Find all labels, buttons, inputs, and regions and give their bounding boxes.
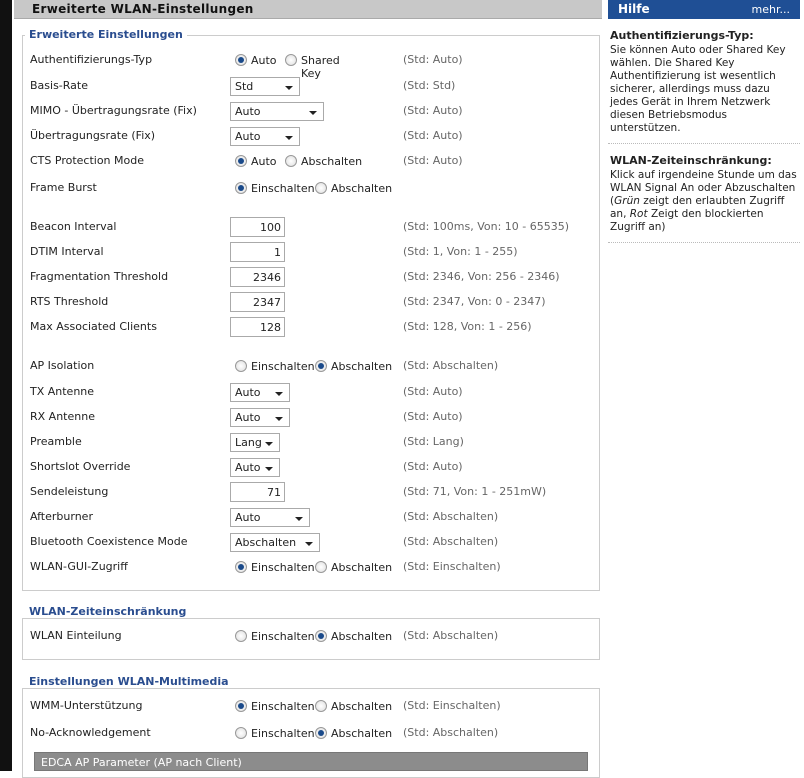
left-frame-edge bbox=[0, 0, 12, 771]
row-ap-isolation bbox=[30, 356, 590, 376]
row-rx-antenne bbox=[30, 407, 590, 427]
row-shortslot-override bbox=[30, 457, 590, 477]
default-hint: (Std: 2346, Von: 256 - 2346) bbox=[403, 270, 560, 283]
default-hint: (Std: Auto) bbox=[403, 410, 463, 423]
field-label: Frame Burst bbox=[30, 181, 97, 194]
default-hint: (Std: Abschalten) bbox=[403, 629, 499, 642]
field-label: AP Isolation bbox=[30, 359, 95, 372]
radio-label[interactable]: Abschalten bbox=[331, 727, 393, 740]
radio-einschalten[interactable] bbox=[235, 561, 247, 573]
field-label: Übertragungsrate (Fix) bbox=[30, 129, 156, 142]
select-value: Auto bbox=[235, 386, 261, 399]
help-auth-text: Sie können Auto oder Shared Key wählen. Die Shared Key Authentifizierung ist wesentlich sicherer, allerdings muss dazu jedes Gerät in Ihrem Netzwerk diesen Betriebsmodus unterstützen. bbox=[610, 44, 786, 134]
radio-auto[interactable] bbox=[235, 54, 247, 66]
default-hint: (Std: 1, Von: 1 - 255) bbox=[403, 245, 518, 258]
field-label: Authentifizierungs-Typ bbox=[30, 53, 153, 66]
default-hint: (Std: Auto) bbox=[403, 385, 463, 398]
help-time-restriction bbox=[608, 144, 800, 243]
chevron-down-icon bbox=[275, 392, 283, 396]
radio-abschalten[interactable] bbox=[315, 727, 327, 739]
field-label: Shortslot Override bbox=[30, 460, 131, 473]
select-tx-antenne[interactable] bbox=[230, 383, 290, 402]
radio-label[interactable]: Einschalten bbox=[251, 630, 315, 643]
radio-label[interactable]: Einschalten bbox=[251, 727, 315, 740]
chevron-down-icon bbox=[265, 442, 273, 446]
help-text-part: Zeigt den blockierten Zugriff an) bbox=[610, 208, 764, 233]
radio-label[interactable]: Auto bbox=[251, 54, 277, 67]
radio-abschalten[interactable] bbox=[315, 700, 327, 712]
help-more-link[interactable]: mehr... bbox=[751, 3, 790, 16]
default-hint: (Std: 2347, Von: 0 - 2347) bbox=[403, 295, 546, 308]
select-afterburner[interactable] bbox=[230, 508, 310, 527]
help-header bbox=[608, 0, 800, 19]
help-panel bbox=[608, 0, 800, 243]
radio-label[interactable]: Einschalten bbox=[251, 360, 315, 373]
default-hint: (Std: Std) bbox=[403, 79, 456, 92]
radio-label[interactable]: Einschalten bbox=[251, 561, 315, 574]
radio-einschalten[interactable] bbox=[235, 727, 247, 739]
default-hint: (Std: Abschalten) bbox=[403, 535, 499, 548]
radio-label[interactable]: Abschalten bbox=[301, 155, 363, 168]
radio-label[interactable]: Abschalten bbox=[331, 630, 393, 643]
default-hint: (Std: 128, Von: 1 - 256) bbox=[403, 320, 532, 333]
help-time-text bbox=[610, 169, 798, 234]
row-wmm-unterst-tzung bbox=[30, 696, 590, 716]
select-bluetooth-coexistence-mode[interactable] bbox=[230, 533, 320, 552]
legend-advanced: Erweiterte Einstellungen bbox=[25, 28, 187, 41]
row-frame-burst bbox=[30, 178, 590, 198]
radio-abschalten[interactable] bbox=[315, 360, 327, 372]
help-green: Grün bbox=[614, 195, 640, 207]
default-hint: (Std: Auto) bbox=[403, 460, 463, 473]
select-mimo-bertragungsrate-fix[interactable] bbox=[230, 102, 324, 121]
chevron-down-icon bbox=[295, 517, 303, 521]
row-authentifizierungs-typ bbox=[30, 50, 590, 80]
default-hint: (Std: Einschalten) bbox=[403, 699, 501, 712]
radio-abschalten[interactable] bbox=[315, 182, 327, 194]
radio-label[interactable]: Auto bbox=[251, 155, 277, 168]
help-auth-type bbox=[608, 19, 800, 144]
default-hint: (Std: 100ms, Von: 10 - 65535) bbox=[403, 220, 570, 233]
default-hint: (Std: Auto) bbox=[403, 154, 463, 167]
field-label: TX Antenne bbox=[30, 385, 95, 398]
field-label: MIMO - Übertragungsrate (Fix) bbox=[30, 104, 197, 117]
default-hint: (Std: Auto) bbox=[403, 53, 463, 66]
field-label: Beacon Interval bbox=[30, 220, 117, 233]
row-fragmentation-threshold bbox=[30, 267, 590, 287]
field-label: Sendeleistung bbox=[30, 485, 109, 498]
chevron-down-icon bbox=[305, 542, 313, 546]
row-preamble bbox=[30, 432, 590, 452]
input-dtim-interval[interactable]: 1 bbox=[230, 242, 285, 262]
input-max-associated-clients[interactable]: 128 bbox=[230, 317, 285, 337]
field-label: CTS Protection Mode bbox=[30, 154, 144, 167]
row-bertragungsrate-fix bbox=[30, 126, 590, 146]
select-basis-rate[interactable] bbox=[230, 77, 300, 96]
default-hint: (Std: 71, Von: 1 - 251mW) bbox=[403, 485, 547, 498]
radio-auto[interactable] bbox=[235, 155, 247, 167]
input-rts-threshold[interactable]: 2347 bbox=[230, 292, 285, 312]
row-mimo-bertragungsrate-fix bbox=[30, 101, 590, 121]
select-value: Std bbox=[235, 80, 254, 93]
chevron-down-icon bbox=[285, 86, 293, 90]
radio-label[interactable]: Einschalten bbox=[251, 182, 315, 195]
field-label: RX Antenne bbox=[30, 410, 95, 423]
radio-label[interactable]: Abschalten bbox=[331, 700, 393, 713]
field-label: DTIM Interval bbox=[30, 245, 104, 258]
legend-time-restriction: WLAN-Zeiteinschränkung bbox=[25, 605, 190, 618]
help-title: Hilfe bbox=[618, 2, 650, 16]
row-beacon-interval bbox=[30, 217, 590, 237]
help-text-part: zeigt den erlaubten Zugriff an, bbox=[610, 195, 785, 220]
field-label: Basis-Rate bbox=[30, 79, 88, 92]
select-value: Auto bbox=[235, 461, 261, 474]
select-value: Abschalten bbox=[235, 536, 297, 549]
field-label: Preamble bbox=[30, 435, 82, 448]
row-afterburner bbox=[30, 507, 590, 527]
page-title: Erweiterte WLAN-Einstellungen bbox=[14, 0, 602, 19]
radio-einschalten[interactable] bbox=[235, 360, 247, 372]
row-sendeleistung bbox=[30, 482, 590, 502]
help-time-title: WLAN-Zeiteinschränkung: bbox=[610, 154, 772, 167]
row-no-acknowledgement bbox=[30, 723, 590, 743]
radio-label[interactable]: Abschalten bbox=[331, 360, 393, 373]
default-hint: (Std: Lang) bbox=[403, 435, 464, 448]
chevron-down-icon bbox=[285, 136, 293, 140]
row-tx-antenne bbox=[30, 382, 590, 402]
radio-einschalten[interactable] bbox=[235, 630, 247, 642]
select-value: Auto bbox=[235, 411, 261, 424]
default-hint: (Std: Abschalten) bbox=[403, 510, 499, 523]
select-value: Auto bbox=[235, 511, 261, 524]
field-label: Bluetooth Coexistence Mode bbox=[30, 535, 188, 548]
radio-label[interactable]: Shared Key bbox=[301, 54, 340, 80]
chevron-down-icon bbox=[265, 467, 273, 471]
field-label: No-Acknowledgement bbox=[30, 726, 151, 739]
radio-einschalten[interactable] bbox=[235, 700, 247, 712]
legend-multimedia: Einstellungen WLAN-Multimedia bbox=[25, 675, 233, 688]
select-shortslot-override[interactable] bbox=[230, 458, 280, 477]
select-bertragungsrate-fix[interactable] bbox=[230, 127, 300, 146]
select-preamble[interactable] bbox=[230, 433, 280, 452]
field-label: RTS Threshold bbox=[30, 295, 109, 308]
default-hint: (Std: Auto) bbox=[403, 129, 463, 142]
select-value: Auto bbox=[235, 130, 261, 143]
radio-label[interactable]: Abschalten bbox=[331, 561, 393, 574]
help-text-part: Klick auf irgendeine Stunde um das WLAN Signal An oder Abzuschalten ( bbox=[610, 169, 797, 207]
radio-shared-key[interactable] bbox=[285, 54, 297, 66]
row-wlan-einteilung bbox=[30, 626, 590, 646]
select-value: Lang bbox=[235, 436, 262, 449]
field-label: WLAN Einteilung bbox=[30, 629, 122, 642]
row-dtim-interval bbox=[30, 242, 590, 262]
help-auth-title: Authentifizierungs-Typ: bbox=[610, 29, 754, 42]
select-value: Auto bbox=[235, 105, 261, 118]
radio-abschalten[interactable] bbox=[315, 630, 327, 642]
help-red: Rot bbox=[629, 208, 648, 220]
row-max-associated-clients bbox=[30, 317, 590, 337]
input-beacon-interval[interactable]: 100 bbox=[230, 217, 285, 237]
row-basis-rate bbox=[30, 76, 590, 96]
default-hint: (Std: Abschalten) bbox=[403, 359, 499, 372]
chevron-down-icon bbox=[309, 111, 317, 115]
row-cts-protection-mode bbox=[30, 151, 590, 171]
default-hint: (Std: Auto) bbox=[403, 104, 463, 117]
radio-abschalten[interactable] bbox=[315, 561, 327, 573]
row-wlan-gui-zugriff bbox=[30, 557, 590, 577]
default-hint: (Std: Abschalten) bbox=[403, 726, 499, 739]
radio-einschalten[interactable] bbox=[235, 182, 247, 194]
field-label: WMM-Unterstützung bbox=[30, 699, 143, 712]
input-sendeleistung[interactable]: 71 bbox=[230, 482, 285, 502]
radio-label[interactable]: Abschalten bbox=[331, 182, 393, 195]
field-label: Afterburner bbox=[30, 510, 93, 523]
select-rx-antenne[interactable] bbox=[230, 408, 290, 427]
input-fragmentation-threshold[interactable]: 2346 bbox=[230, 267, 285, 287]
default-hint: (Std: Einschalten) bbox=[403, 560, 501, 573]
radio-label[interactable]: Einschalten bbox=[251, 700, 315, 713]
field-label: Max Associated Clients bbox=[30, 320, 157, 333]
field-label: Fragmentation Threshold bbox=[30, 270, 169, 283]
field-label: WLAN-GUI-Zugriff bbox=[30, 560, 128, 573]
row-bluetooth-coexistence-mode bbox=[30, 532, 590, 552]
radio-abschalten[interactable] bbox=[285, 155, 297, 167]
chevron-down-icon bbox=[275, 417, 283, 421]
edca-ap-parameter-header: EDCA AP Parameter (AP nach Client) bbox=[34, 752, 588, 771]
row-rts-threshold bbox=[30, 292, 590, 312]
